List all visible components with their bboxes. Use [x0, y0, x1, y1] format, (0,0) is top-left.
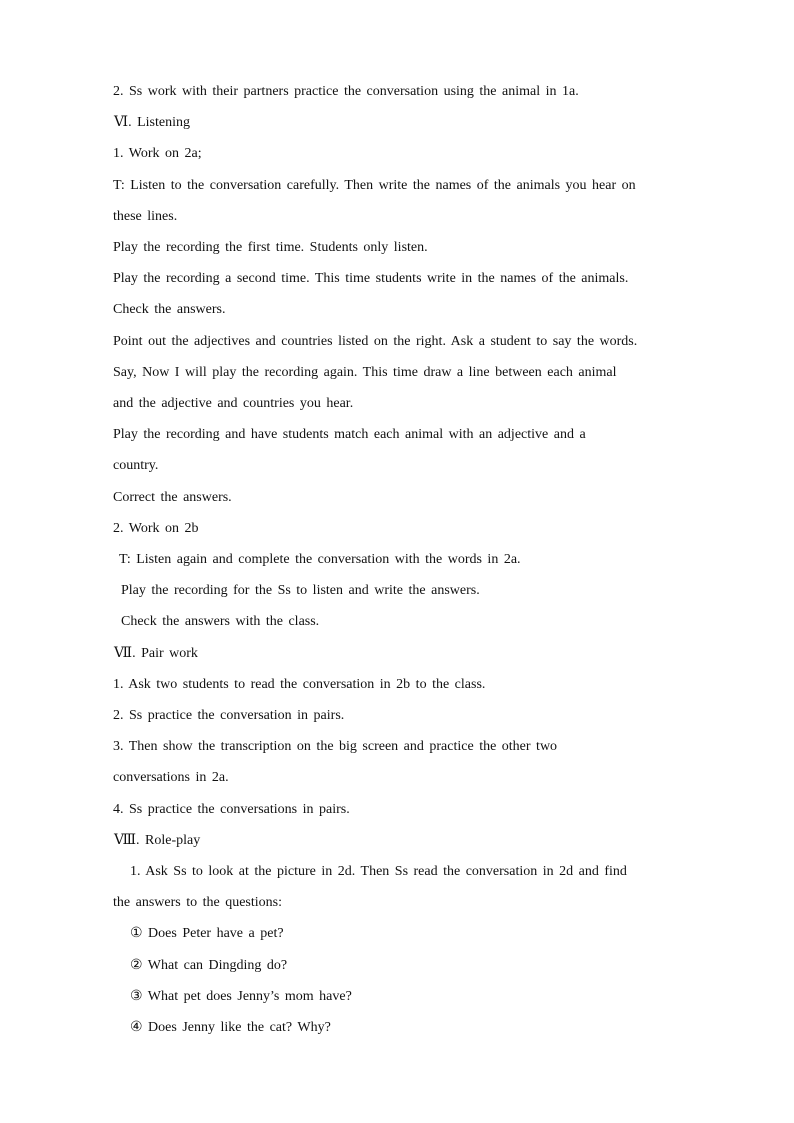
text-line: Play the recording for the Ss to listen and write the answers.	[121, 583, 480, 598]
text-line: Play the recording and have students match each animal with an adjective and a	[113, 427, 586, 442]
text-line: these lines.	[113, 209, 178, 224]
text-line: T: Listen again and complete the conversation with the words in 2a.	[119, 552, 521, 567]
text-line: 2. Ss practice the conversation in pairs.	[113, 708, 345, 723]
text-line: 3. Then show the transcription on the big screen and practice the other two	[113, 739, 558, 754]
text-line: 1. Ask two students to read the conversation in 2b to the class.	[113, 677, 486, 692]
section-heading-role-play: Ⅷ. Role-play	[114, 833, 201, 848]
text-line: 1. Work on 2a;	[113, 146, 202, 161]
text-line: Play the recording the first time. Students only listen.	[113, 240, 428, 255]
question-item: ② What can Dingding do?	[130, 958, 288, 973]
text-line: 2. Work on 2b	[113, 521, 199, 536]
text-line: conversations in 2a.	[113, 770, 229, 785]
text-line: Check the answers with the class.	[121, 614, 320, 629]
question-item: ④ Does Jenny like the cat? Why?	[130, 1020, 331, 1035]
text-line: the answers to the questions:	[113, 895, 282, 910]
section-heading-pair-work: Ⅶ. Pair work	[114, 646, 198, 661]
section-heading-listening: Ⅵ. Listening	[114, 115, 190, 130]
question-item: ① Does Peter have a pet?	[130, 926, 284, 941]
text-line: and the adjective and countries you hear.	[113, 396, 354, 411]
text-line: 2. Ss work with their partners practice the conversation using the animal in 1a.	[113, 84, 579, 99]
text-line: T: Listen to the conversation carefully. Then write the names of the animals you hear on	[113, 178, 636, 193]
text-line: 1. Ask Ss to look at the picture in 2d. Then Ss read the conversation in 2d and find	[130, 864, 627, 879]
text-line: Point out the adjectives and countries listed on the right. Ask a student to say the words.	[113, 334, 638, 349]
text-line: Say, Now I will play the recording again. This time draw a line between each animal	[113, 365, 617, 380]
text-line: 4. Ss practice the conversations in pairs.	[113, 802, 350, 817]
text-line: Check the answers.	[113, 302, 226, 317]
text-line: country.	[113, 458, 159, 473]
text-line: Play the recording a second time. This time students write in the names of the animals.	[113, 271, 629, 286]
question-item: ③ What pet does Jenny’s mom have?	[130, 989, 352, 1004]
text-line: Correct the answers.	[113, 490, 232, 505]
